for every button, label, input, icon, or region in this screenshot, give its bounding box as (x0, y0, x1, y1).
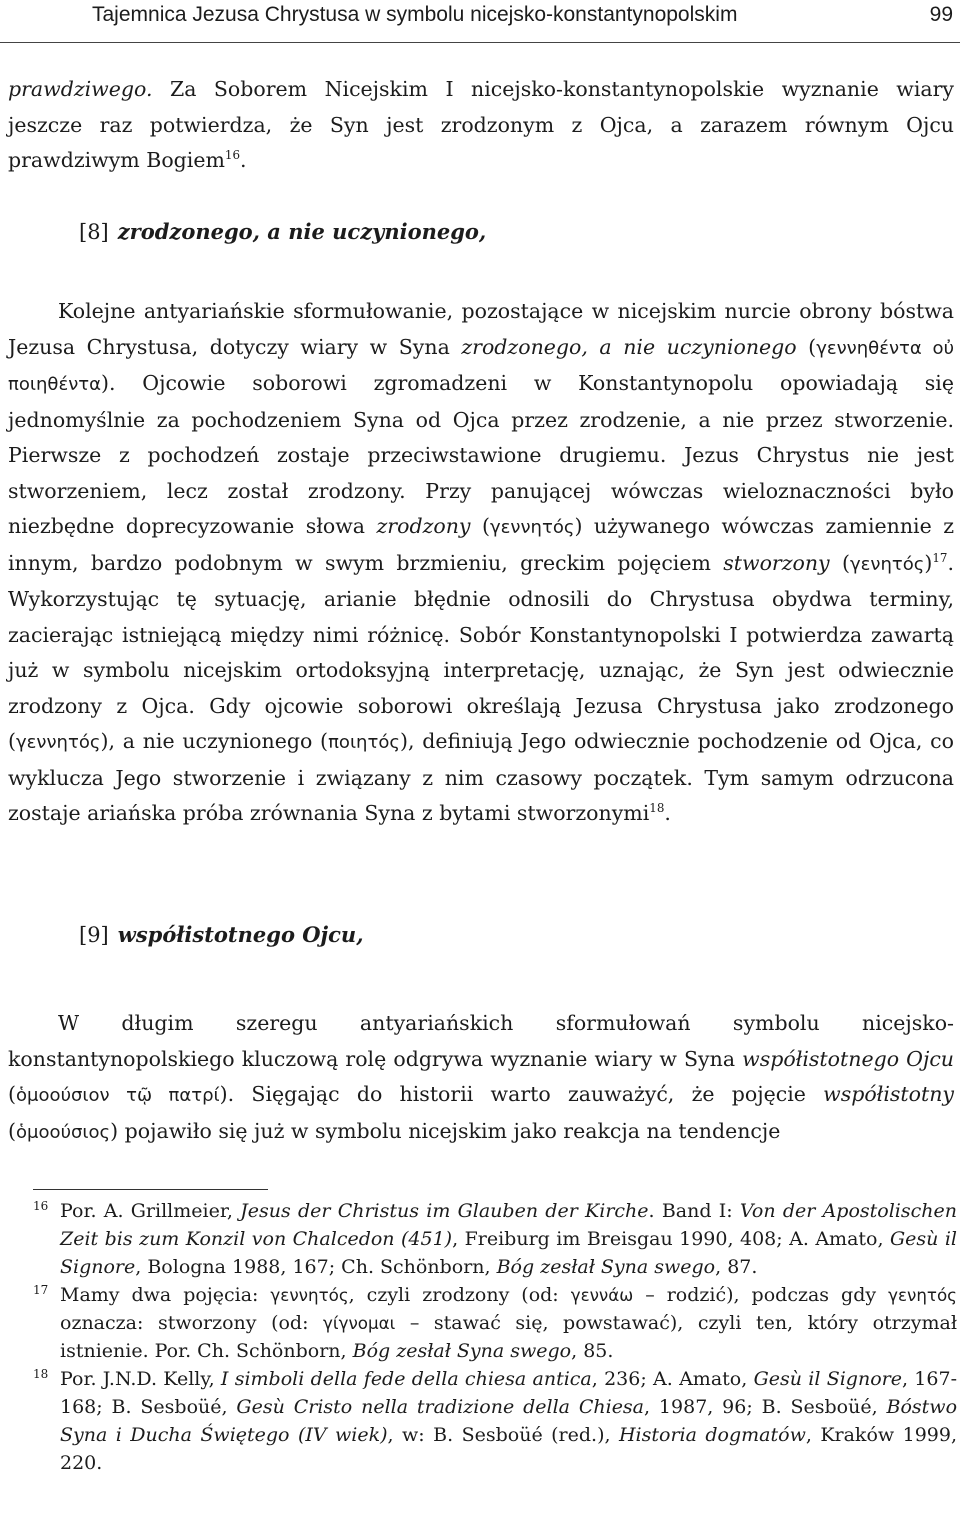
paragraph-section-9 (8, 1006, 954, 1150)
italic-title: Jesus der Christus im Glauben der Kirche (240, 1200, 649, 1222)
italic-term: współistotny (823, 1082, 954, 1106)
text-run: Kolejne antyariańskie sformułowanie, pozostające w nicejskim nurcie obrony bóstwa Jezusa Chrystusa, dotyczy wiary w Syna (8, 299, 954, 359)
greek-term: γίγνομαι (323, 1313, 396, 1333)
footnote-16 (33, 1197, 957, 1281)
italic-title: I simboli della fede della chiesa antica (220, 1368, 592, 1390)
greek-term: γεννητός (16, 732, 101, 753)
section-number: [9] (79, 923, 109, 947)
text-run: , 1987, 96; B. Sesboüé, (644, 1396, 887, 1418)
greek-term: γεννηθέντα οὐ ποιηθέντα (8, 337, 955, 395)
text-run: , w: B. Sesboüé (red.), (387, 1424, 619, 1446)
paragraph-continuation (8, 72, 954, 179)
text-run: Por. A. Grillmeier, (60, 1200, 241, 1222)
text-run: ( (470, 514, 490, 538)
text-run: ) (924, 550, 933, 575)
footnotes (33, 1197, 957, 1477)
greek-term: γεννητός (270, 1285, 349, 1305)
text-run: ) pojawiło się już w symbolu nicejskim jako reakcja na tendencje (110, 1118, 781, 1143)
text-run: ( (8, 1082, 16, 1106)
greek-term: ὁμοούσιος (16, 1121, 111, 1143)
footnote-ref: 16 (224, 148, 241, 163)
text-run: . Wykorzystując tę sytuację, arianie błędnie odnosili do Chrystusa obydwa terminy, zacierając istniejącą między nimi różnicę. Sobór Konstantynopolski I potwierdza zawartą już w symbolu nicejskim ortodoksyjną interpretację, uznając, że Syn jest odwiecznie zrodzony z Ojca. Gdy ojcowie soborowi określają Jezusa Chrystusa jako zrodzonego ( (8, 550, 955, 753)
italic-title: Von der Apostolischen Zeit bis zum Konzil von Chalcedon (451) (60, 1200, 957, 1250)
page-number: 99 (929, 3, 953, 26)
text-run: oznacza: stworzony (od: (60, 1312, 324, 1334)
text-run: – stawać się, powstawać), czyli ten, który otrzymał istnienie. Por. Ch. Schönborn, (60, 1312, 957, 1362)
italic-title: Gesù il Signore (753, 1368, 902, 1390)
footnote-ref: 17 (932, 550, 948, 565)
italic-term: zrodzonego, a nie uczynionego (461, 334, 797, 359)
text-run: , 167-168; B. Sesboüé, (60, 1368, 957, 1418)
text-run: ) używanego wówczas zamiennie z innym, bardzo podobnym w swym brzmieniu, greckim pojęciem (8, 514, 955, 575)
text-run: ). Sięgając do historii warto zauważyć, że pojęcie (219, 1082, 824, 1106)
text-run: ), a nie uczynionego ( (100, 729, 329, 753)
italic-title: Bóg zesłał Syna swego (496, 1256, 716, 1278)
text-run: ( (796, 334, 817, 359)
text-run: ( (829, 550, 850, 575)
italic-term: współistotnego Ojcu (742, 1046, 954, 1071)
text-run: Mamy dwa pojęcia: (60, 1284, 271, 1306)
italic-term: prawdziwego. (8, 77, 153, 101)
italic-term: zrodzony (376, 514, 471, 538)
greek-term: γενητός (849, 553, 925, 575)
text-run: , Kraków 1999, 220. (60, 1424, 957, 1474)
text-run: Por. J.N.D. Kelly, (60, 1368, 221, 1390)
section-heading-8 (79, 219, 486, 244)
greek-term: γενητός (888, 1285, 957, 1305)
section-number: [8] (79, 220, 109, 244)
footnote-number: 17 (33, 1283, 49, 1297)
italic-title: Historia dogmatów (618, 1424, 806, 1446)
footnote-18 (33, 1365, 957, 1477)
greek-term: ὁμοούσιον τῷ πατρί (16, 1085, 220, 1106)
text-run: , Bologna 1988, 167; Ch. Schönborn, (135, 1256, 497, 1278)
text-run: W długim szeregu antyariańskich sformułowań symbolu nicejsko-konstantynopolskiego kluczową rolę odgrywa wyznanie wiary w Syna (8, 1011, 954, 1071)
text-run: – rodzić), podczas gdy (633, 1284, 889, 1306)
greek-term: γεννάω (570, 1285, 634, 1305)
text-run: , 85. (571, 1340, 614, 1362)
italic-title: Bóg zesłał Syna swego (352, 1340, 572, 1362)
text-run: , Freiburg im Breisgau 1990, 408; A. Amato, (452, 1228, 890, 1250)
running-header (0, 0, 960, 43)
text-run: ( (8, 1118, 16, 1143)
running-title: Tajemnica Jezusa Chrystusa w symbolu nicejsko-konstantynopolskim (92, 3, 738, 26)
footnote-divider (33, 1189, 268, 1190)
footnote-17 (33, 1281, 957, 1365)
footnote-number: 16 (33, 1199, 49, 1213)
text-run: ). Ojcowie soborowi zgromadzeni w Konstantynopolu opowiadają się jednomyślnie za pochodzeniem Syna od Ojca przez zrodzenie, a nie przez stworzenie. Pierwsze z pochodzeń zostaje przeciwstawione drugiemu. Jezus Chrystus nie jest stworzeniem, lecz został zrodzony. Przy panującej wówczas wieloznaczności było niezbędne doprecyzowanie słowa (8, 371, 954, 538)
text-run: . (240, 148, 247, 172)
italic-title: Bóstwo Syna i Ducha Świętego (IV wiek) (60, 1396, 958, 1446)
text-run: , 236; A. Amato, (591, 1368, 754, 1390)
section-heading-9 (79, 922, 364, 947)
section-title: zrodzonego, a nie uczynionego, (117, 219, 487, 244)
text-run: , 87. (715, 1256, 758, 1278)
italic-term: stworzony (723, 550, 830, 575)
text-run: . Band I: (648, 1200, 740, 1222)
text-run: , czyli zrodzony (od: (348, 1284, 571, 1306)
footnote-ref: 18 (649, 801, 665, 816)
paragraph-section-8 (8, 294, 954, 832)
italic-title: Gesù il Signore (60, 1228, 957, 1278)
text-run: Za Soborem Nicejskim I nicejsko-konstantynopolskie wyznanie wiary jeszcze raz potwierdza, że Syn jest zrodzonym z Ojca, a zarazem równym Ojcu prawdziwym Bogiem (8, 77, 954, 172)
section-title: współistotnego Ojcu, (117, 922, 364, 947)
greek-term: γεννητός (489, 517, 575, 538)
footnote-number: 18 (33, 1367, 49, 1381)
greek-term: ποιητός (328, 732, 400, 753)
text-run: . (664, 801, 671, 825)
text-run: ), definiują Jego odwiecznie pochodzenie od Ojca, co wyklucza Jego stworzenie i związany z nim czasowy początek. Tym samym odrzucona zostaje ariańska próba zrównania Syna z bytami stworzonymi (8, 729, 954, 825)
italic-title: Gesù Cristo nella tradizione della Chiesa (236, 1396, 645, 1418)
